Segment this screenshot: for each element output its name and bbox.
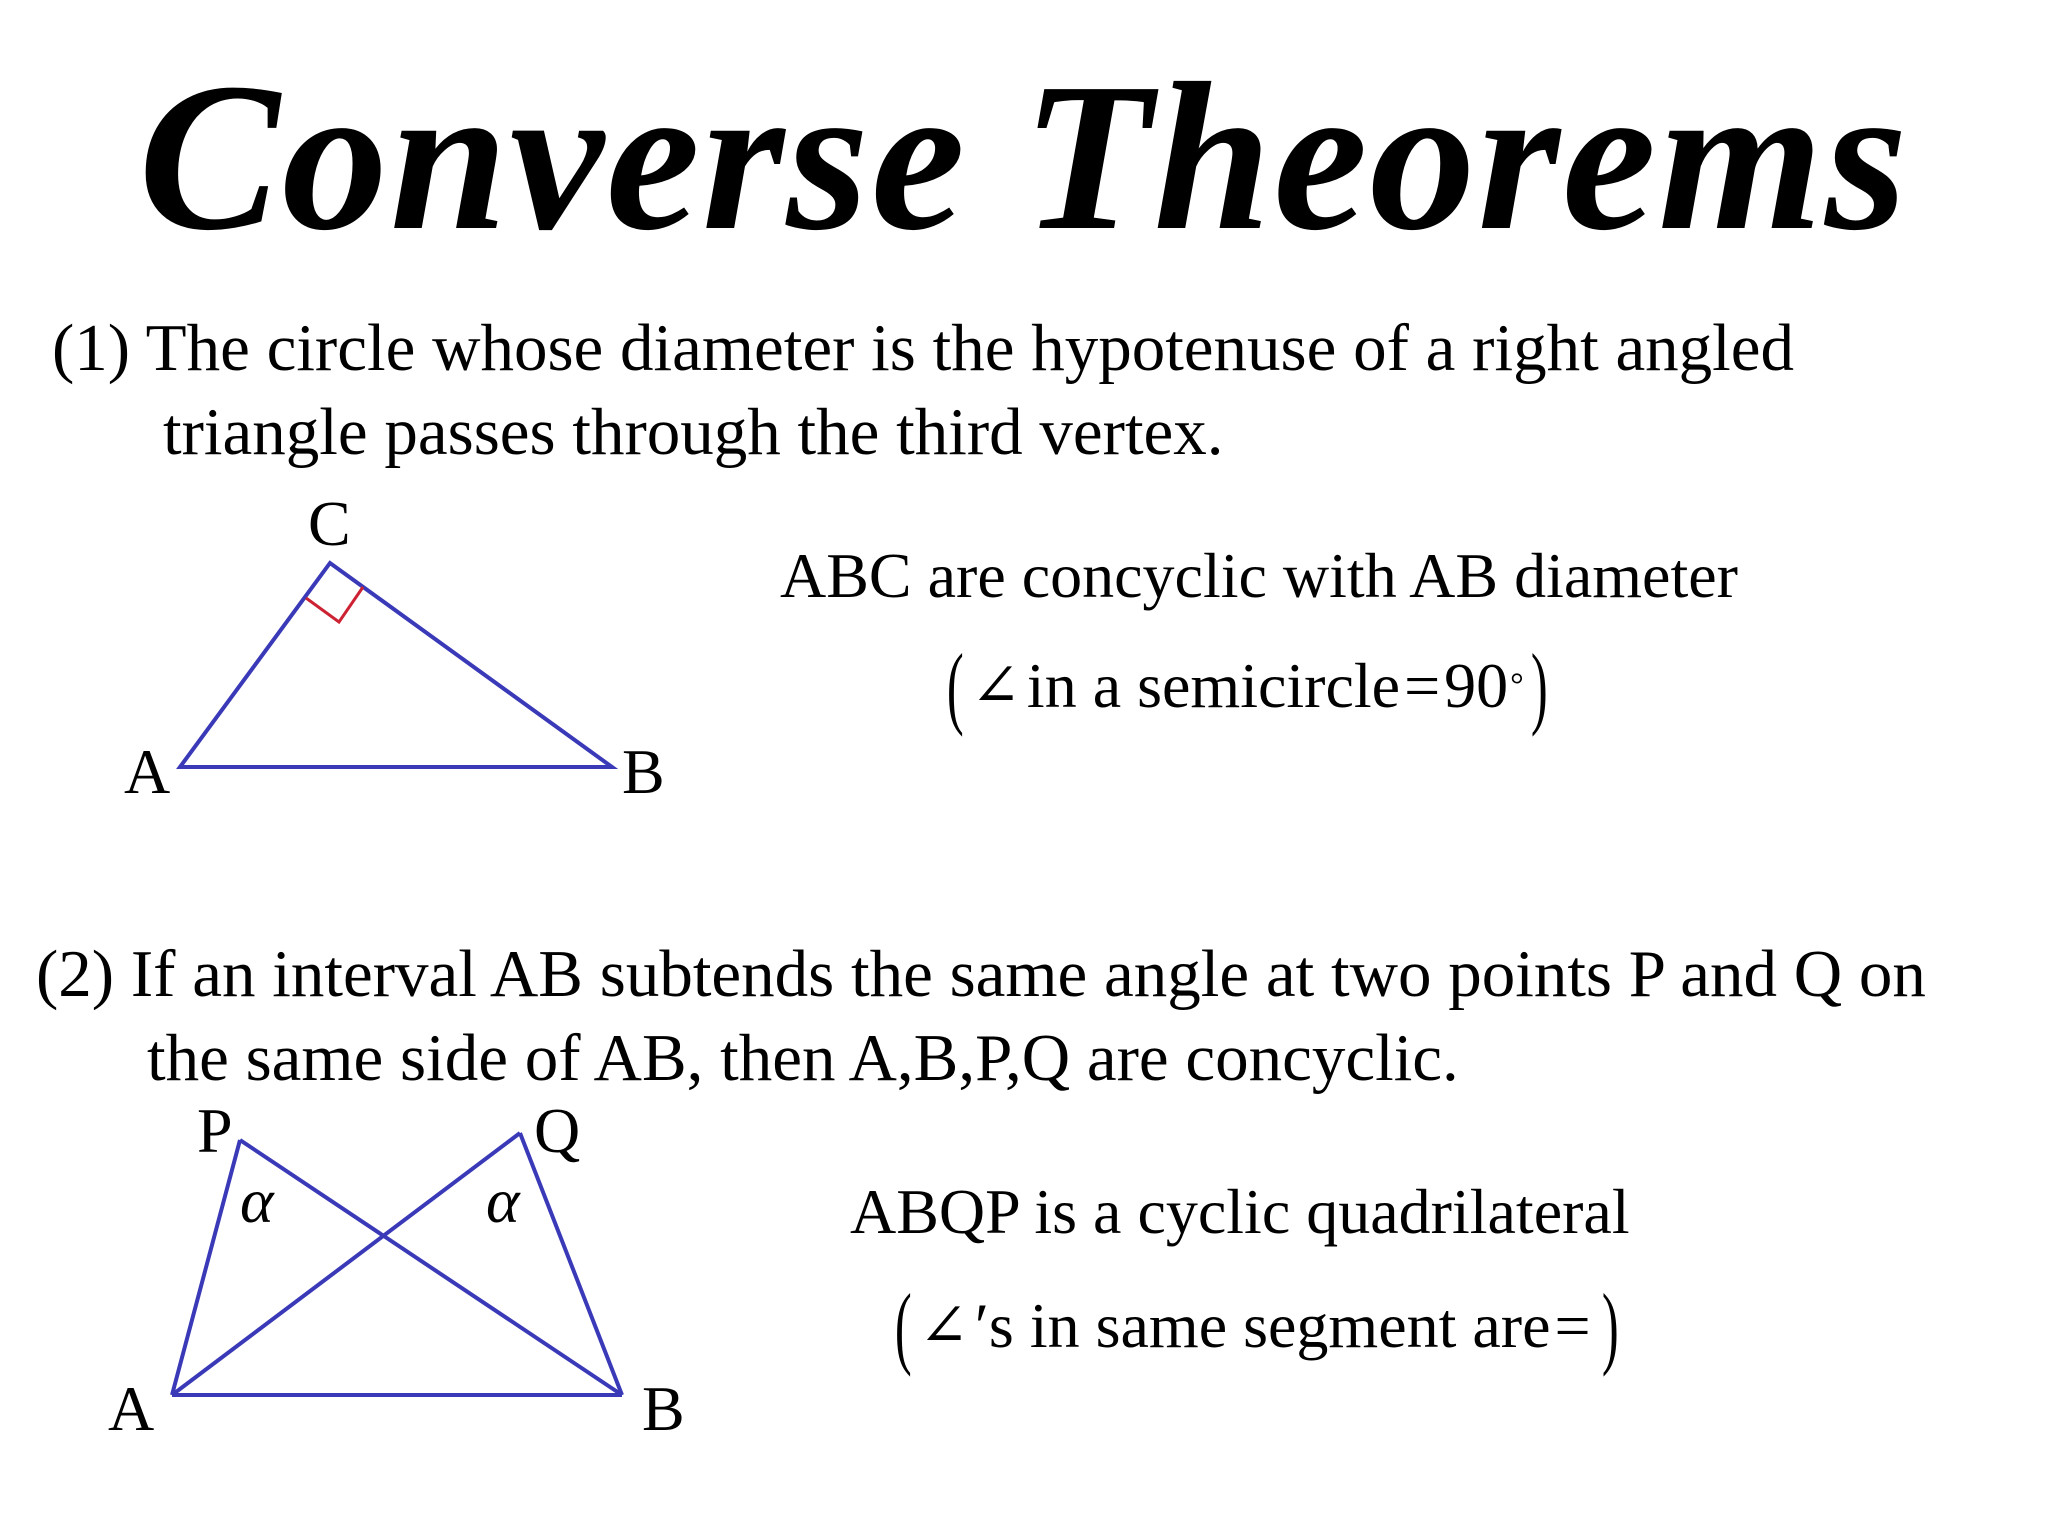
equals-sign: =	[1404, 649, 1441, 721]
right-angle-marker	[306, 587, 363, 622]
vertex-label-c: C	[308, 488, 351, 559]
equals-sign: =	[1554, 1289, 1591, 1361]
theorem-2-line-2: the same side of AB, then A,B,P,Q are concyclic.	[147, 1021, 1459, 1095]
vertex-label-p: P	[197, 1095, 233, 1166]
side-bq	[520, 1133, 622, 1395]
vertex-label-a2: A	[108, 1373, 155, 1444]
theorem-1-line-1: (1) The circle whose diameter is the hypotenuse of a right angled	[52, 311, 1795, 385]
vertex-label-b: B	[622, 736, 665, 807]
theorem-2-statement: ABQP is a cyclic quadrilateral	[850, 1176, 1630, 1247]
vertex-label-q: Q	[534, 1095, 581, 1166]
diagonal-pb	[240, 1140, 622, 1395]
close-paren: )	[1601, 1275, 1619, 1377]
theorem-2-line-1: (2) If an interval AB subtends the same angle at two points P and Q on	[36, 937, 1926, 1011]
triangle-abc	[180, 563, 612, 767]
theorem-1-line-2: triangle passes through the third vertex.	[163, 395, 1224, 469]
angle-alpha-p: α	[240, 1165, 274, 1236]
theorem-1-statement: ABC are concyclic with AB diameter	[780, 540, 1738, 611]
angle-alpha-q: α	[486, 1165, 520, 1236]
angle-value: 90	[1444, 649, 1509, 721]
diagonal-aq	[172, 1133, 520, 1395]
vertex-label-b2: B	[642, 1373, 685, 1444]
theorem-1-reason	[940, 635, 1554, 737]
open-paren: (	[894, 1275, 912, 1377]
angle-symbol: ∠	[970, 653, 1021, 719]
open-paren: (	[946, 635, 964, 737]
reason-text: in a semicircle	[1026, 649, 1401, 721]
theorem-2-reason	[888, 1275, 1625, 1377]
reason-text: ′s in same segment are	[974, 1289, 1551, 1361]
vertex-label-a: A	[124, 736, 171, 807]
degree-symbol: °	[1510, 666, 1524, 704]
slide-title: Converse Theorems	[138, 39, 1910, 274]
angle-symbol: ∠	[918, 1293, 969, 1359]
side-ap	[172, 1140, 240, 1395]
close-paren: )	[1530, 635, 1548, 737]
